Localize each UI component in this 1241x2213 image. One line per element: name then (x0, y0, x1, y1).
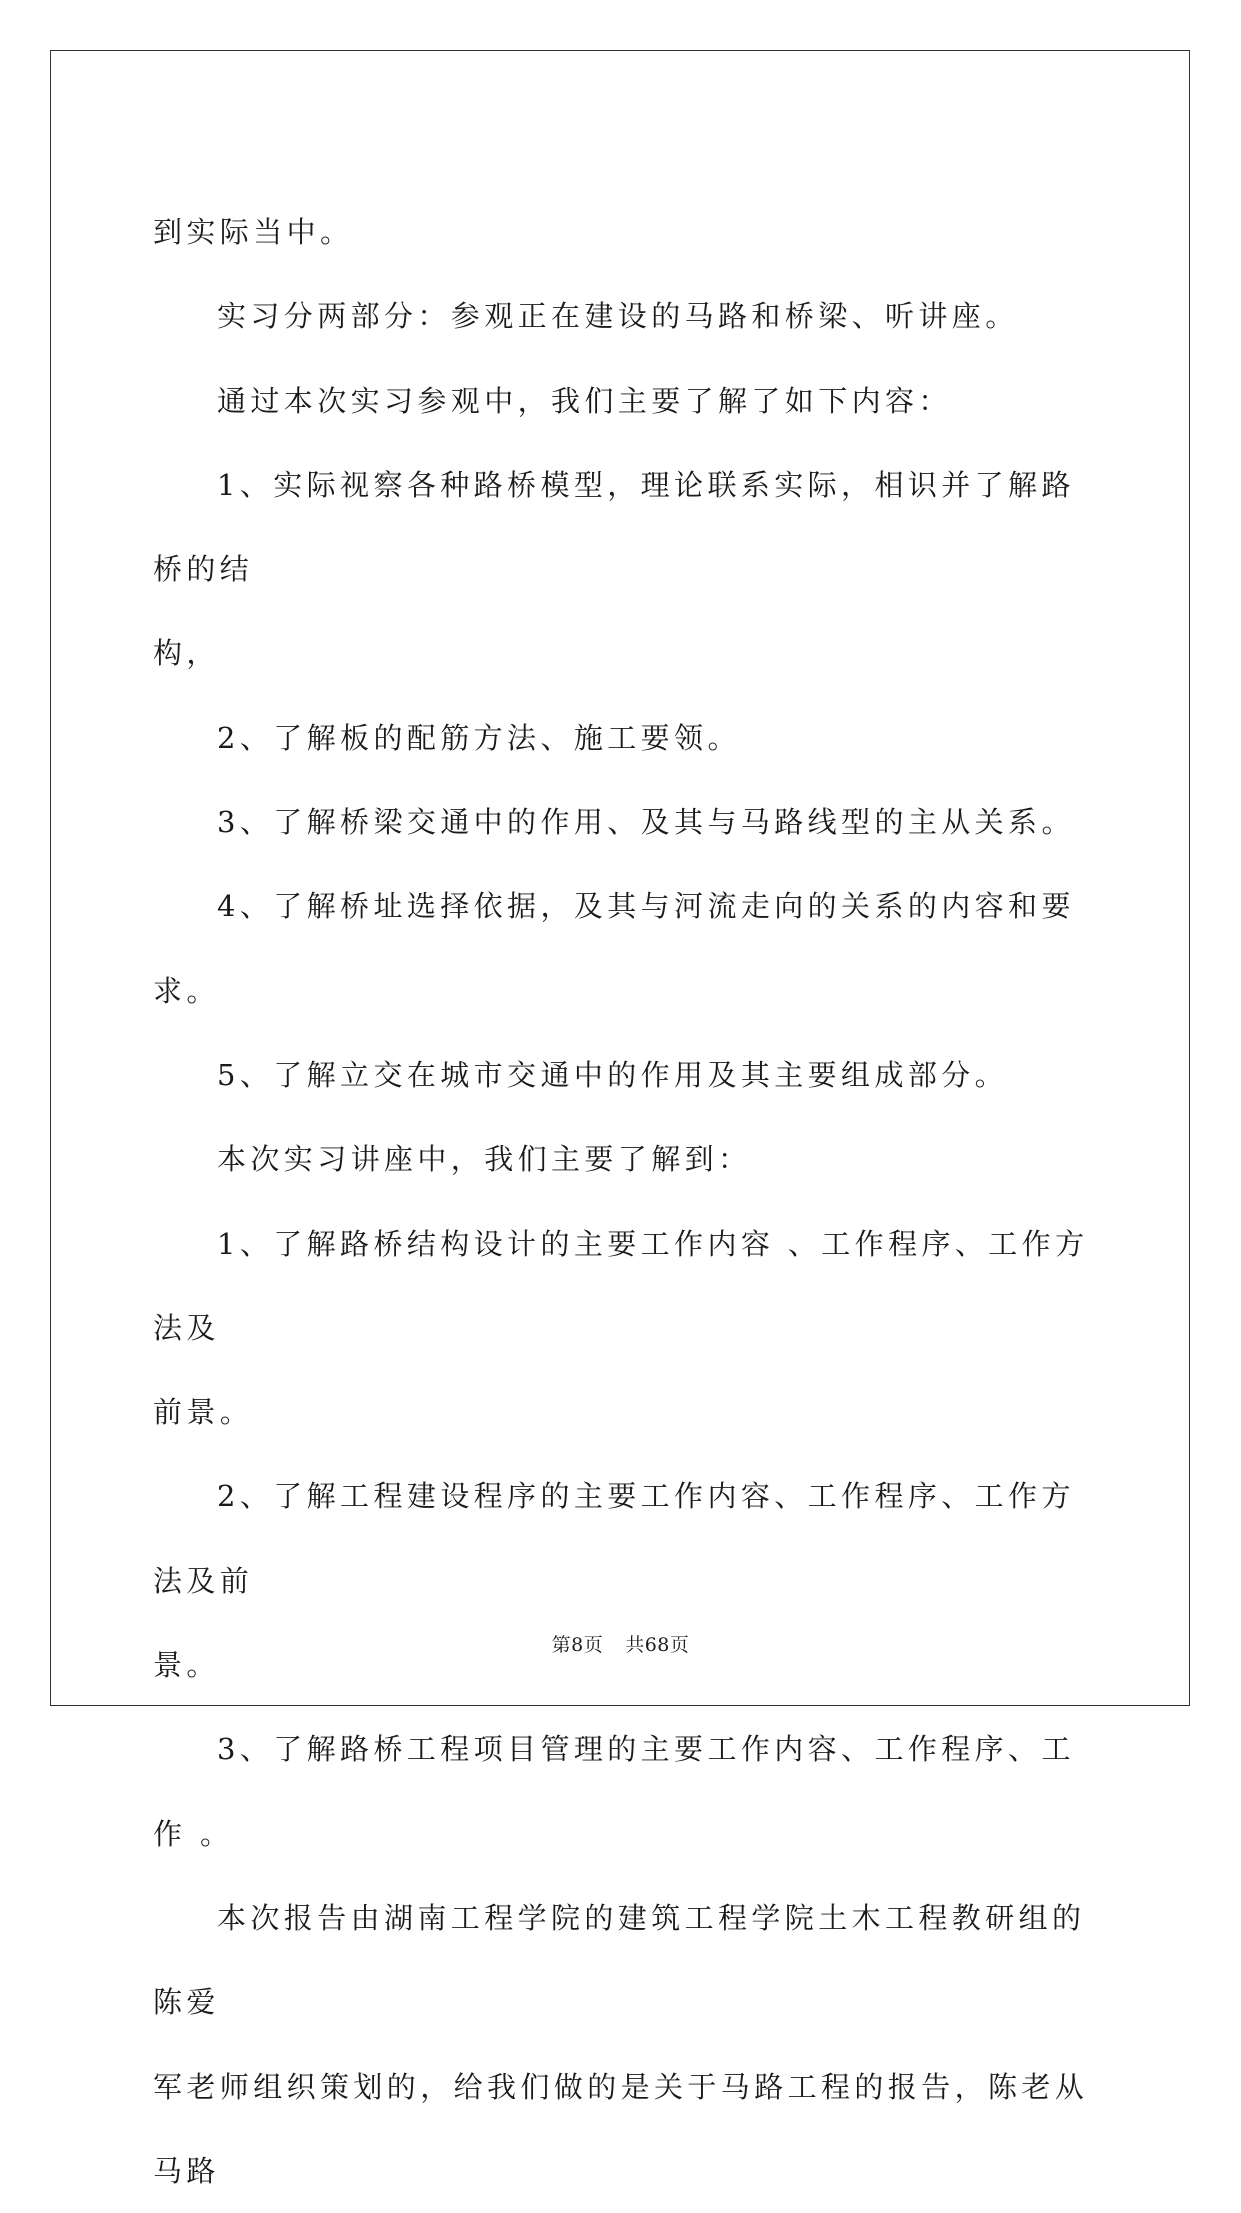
paragraph-line: 4、了解桥址选择依据，及其与河流走向的关系的内容和要求。 (153, 889, 1075, 1008)
paragraph-line: 2、了解板的配筋方法、施工要领。 (217, 720, 741, 755)
page-total: 共68页 (625, 1634, 690, 1656)
paragraph-line: 本次报告由湖南工程学院的建筑工程学院土木工程教研组的陈爱 (153, 1900, 1086, 2020)
paragraph-line: 构， (153, 636, 220, 671)
paragraph-line: 2、了解工程建设程序的主要工作内容、工作程序、工作方法及前 (153, 1479, 1075, 1598)
paragraph-line: 通过本次实习参观中，我们主要了解了如下内容： (217, 383, 952, 418)
paragraph-line: 军老师组织策划的，给我们做的是关于马路工程的报告，陈老从马路 (153, 2069, 1089, 2188)
paragraph-line: 1、实际视察各种路桥模型，理论联系实际，相识并了解路桥的结 (153, 467, 1075, 587)
paragraph-line: 实习分两部分：参观正在建设的马路和桥梁、听讲座。 (217, 299, 1019, 334)
paragraph-line: 1、了解路桥结构设计的主要工作内容 、工作程序、工作方法及 (153, 1226, 1089, 1345)
page-number: 第8页 (551, 1634, 604, 1656)
paragraph-line: 5、了解立交在城市交通中的作用及其主要组成部分。 (217, 1057, 1009, 1092)
page-footer (0, 1630, 1241, 1657)
paragraph-line: 3、了解路桥工程项目管理的主要工作内容、工作程序、工作 。 (153, 1732, 1075, 1851)
document-body (153, 190, 1093, 2213)
paragraph-line: 景。 (153, 1648, 220, 1683)
paragraph-line: 本次实习讲座中，我们主要了解到： (217, 1142, 752, 1177)
paragraph-line: 3、了解桥梁交通中的作用、及其与马路线型的主从关系。 (217, 805, 1075, 840)
paragraph-line: 前景。 (153, 1395, 254, 1430)
paragraph-line: 到实际当中。 (153, 215, 354, 249)
